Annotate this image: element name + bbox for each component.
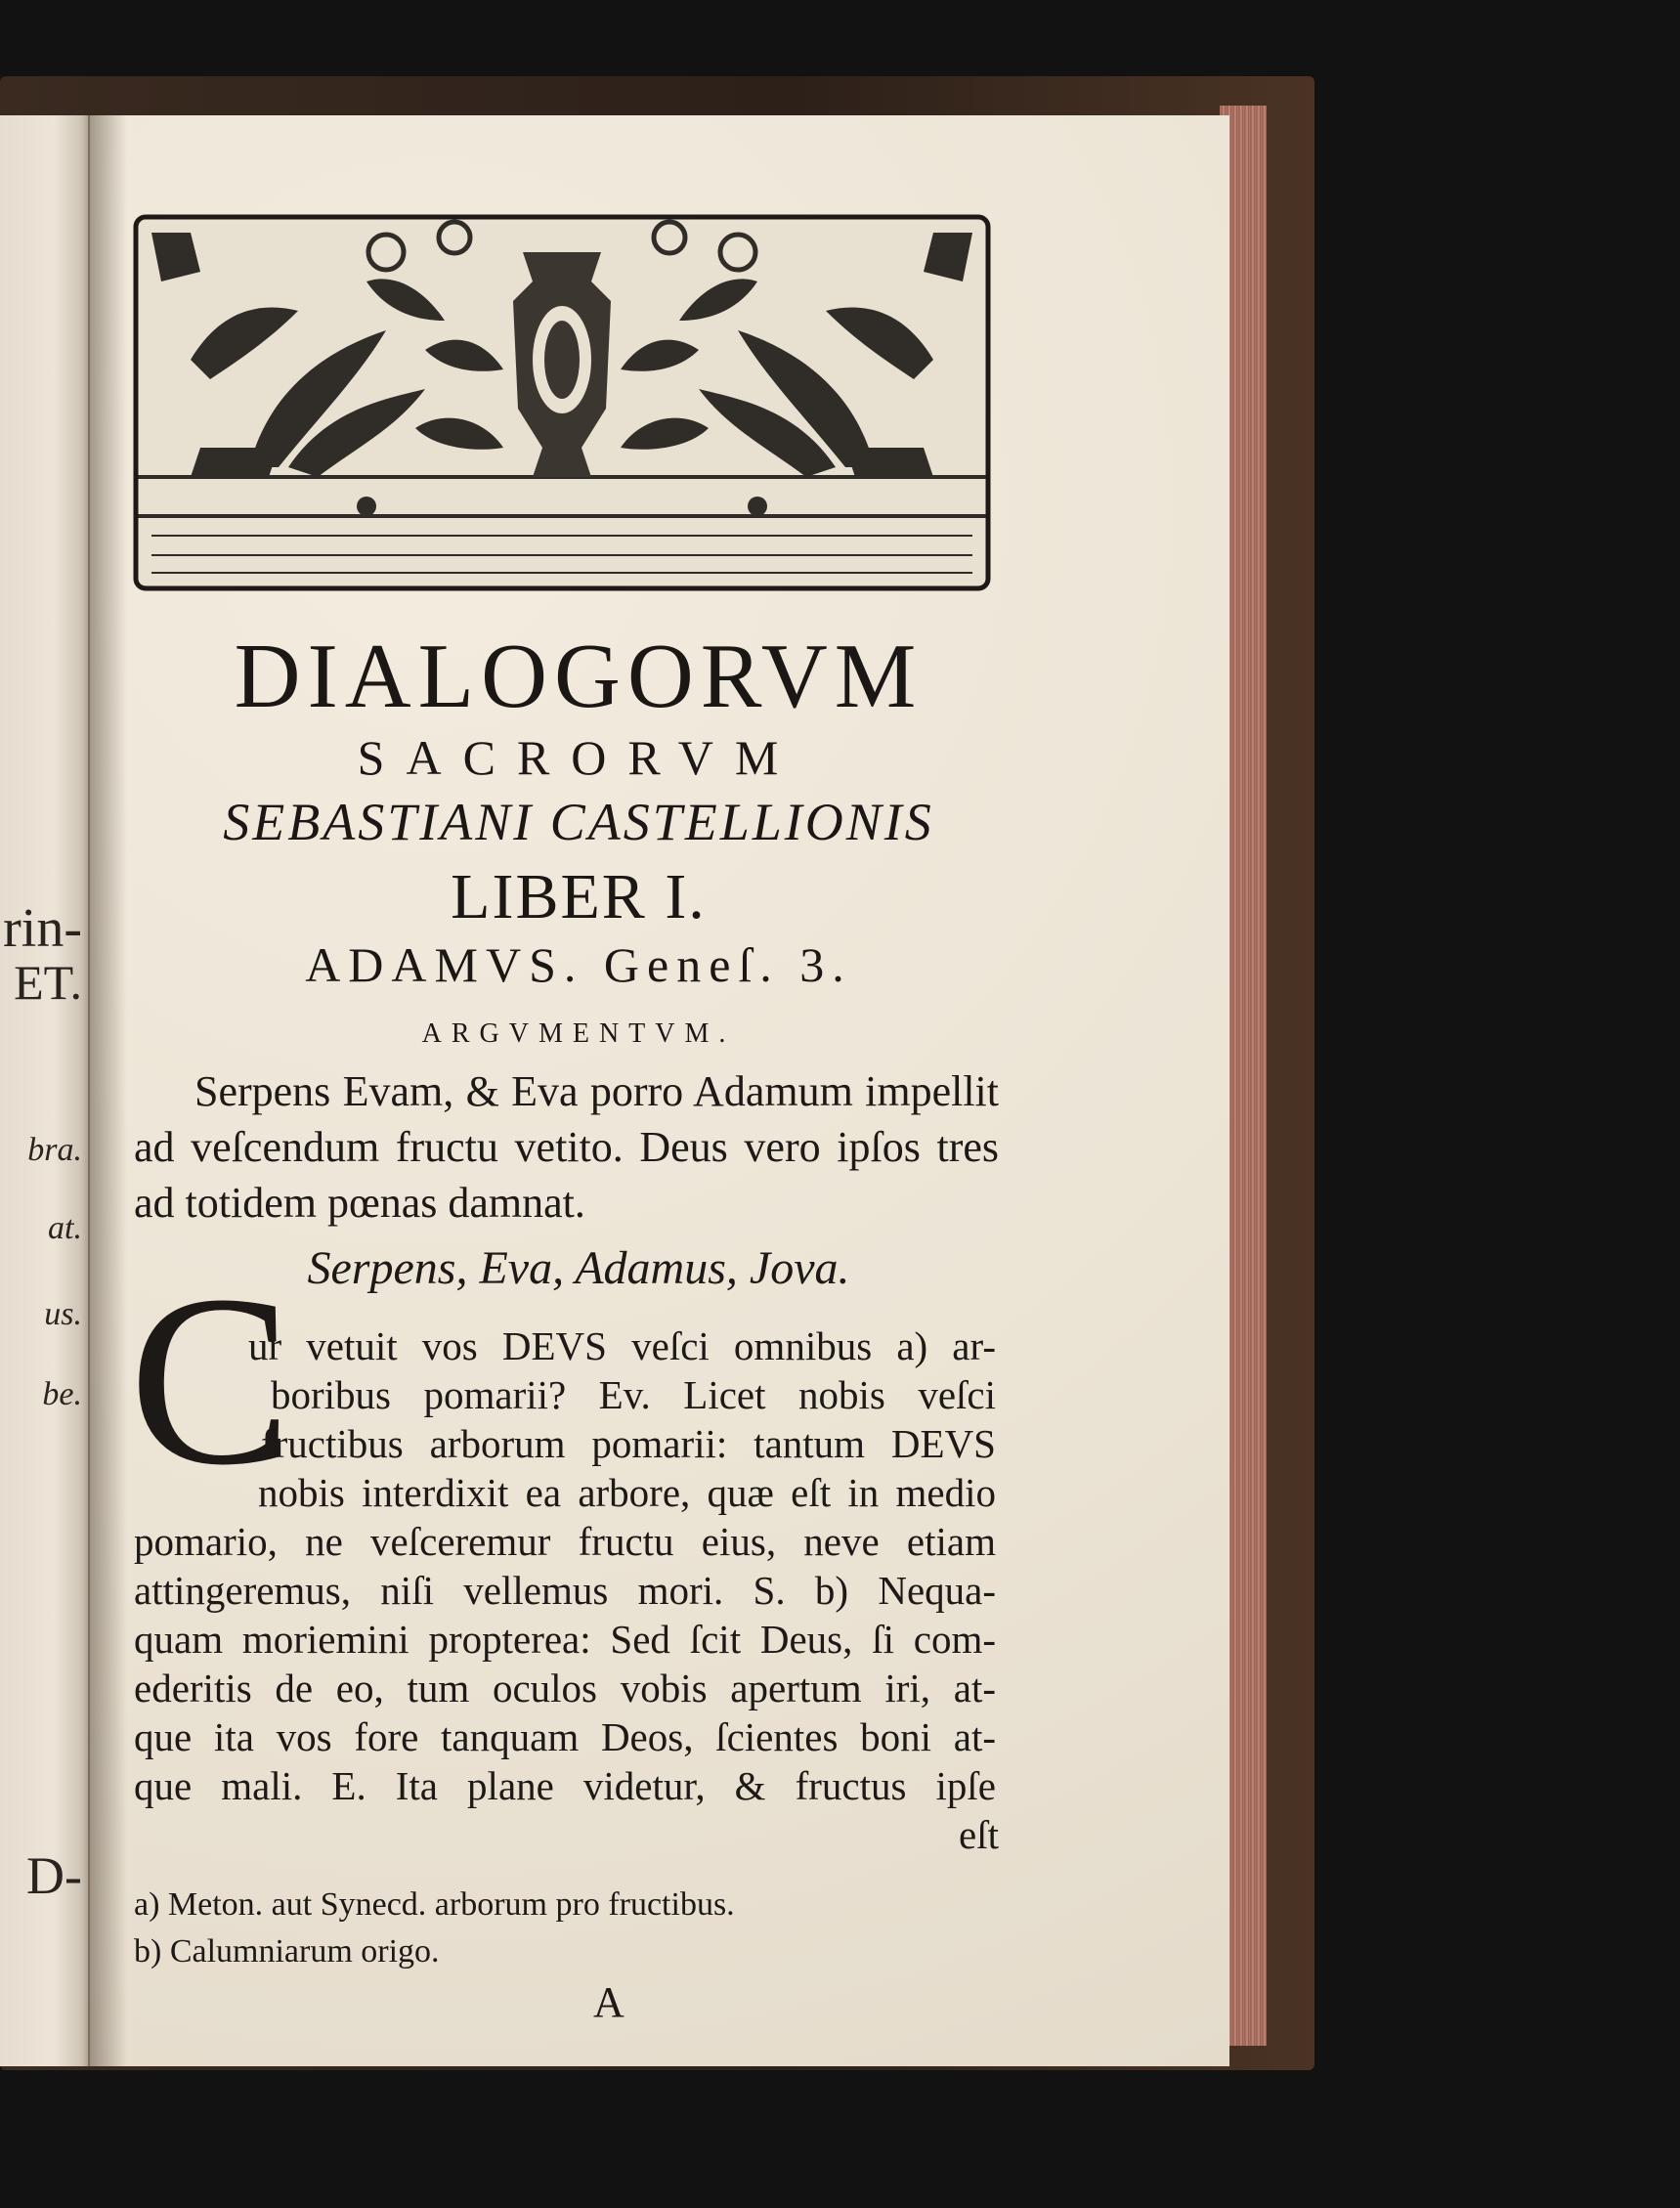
book-page [90, 115, 1229, 2066]
body-line: quam moriemini propterea: Sed ſcit Deus, ſi com- [134, 1617, 996, 1662]
body-line: pomario, ne veſceremur fructu eius, neve etiam [134, 1519, 996, 1564]
signature-mark: A [593, 1978, 625, 2026]
left-fragment-1: rin- [3, 898, 82, 959]
argument-heading: ARGVMENTVM. [421, 1018, 736, 1049]
left-fragment-6: be. [42, 1376, 82, 1412]
main-title: DIALOGORVM [234, 626, 924, 727]
left-fragment-3: bra. [27, 1132, 82, 1168]
footnote-a: a) Meton. aut Synecd. arborum pro fructibus. [134, 1886, 735, 1923]
chapter-title: ADAMVS. Geneſ. 3. [305, 937, 852, 992]
body-line: attingeremus, niſi vellemus mori. S. b) Nequa- [134, 1568, 996, 1613]
book-number: LIBER I. [451, 861, 707, 932]
left-fragment-2: ET. [14, 955, 82, 1010]
body-line: que mali. E. Ita plane videtur, & fructus ipſe [134, 1763, 996, 1808]
left-fragment-7: D- [26, 1846, 82, 1905]
dramatis-personae: Serpens, Eva, Adamus, Jova. [307, 1242, 850, 1294]
floral-urn-ornament-icon [132, 213, 992, 592]
left-page-fragment [0, 115, 90, 2066]
body-line: nobis interdixit ea arbore, quæ eſt in medio [258, 1470, 996, 1515]
body-line: fructibus arborum pomarii: tantum DEVS [261, 1421, 996, 1466]
spine-shadow [88, 115, 127, 2066]
drop-cap: C [129, 1245, 292, 1516]
catchword: eſt [959, 1812, 999, 1857]
author-line: SEBASTIANI CASTELLIONIS [223, 793, 934, 851]
subtitle-sacrorum: SACRORVM [357, 730, 800, 785]
body-line: ur vetuit vos DEVS veſci omnibus a) ar- [248, 1323, 996, 1368]
footnote-b: b) Calumniarum origo. [134, 1933, 440, 1970]
left-fragment-5: us. [44, 1296, 82, 1332]
body-line: que ita vos fore tanquam Deos, ſcientes boni at- [134, 1714, 996, 1759]
body-line: ederitis de eo, tum oculos vobis apertum iri, at- [134, 1666, 996, 1710]
body-line: boribus pomarii? Ev. Licet nobis veſci [271, 1372, 996, 1417]
left-fragment-4: at. [48, 1210, 82, 1246]
argument-text: Serpens Evam, & Eva porro Adamum impellit ad veſcendum fructu vetito. Deus vero ipſos tres ad totidem pœnas damnat. [134, 1067, 999, 1227]
